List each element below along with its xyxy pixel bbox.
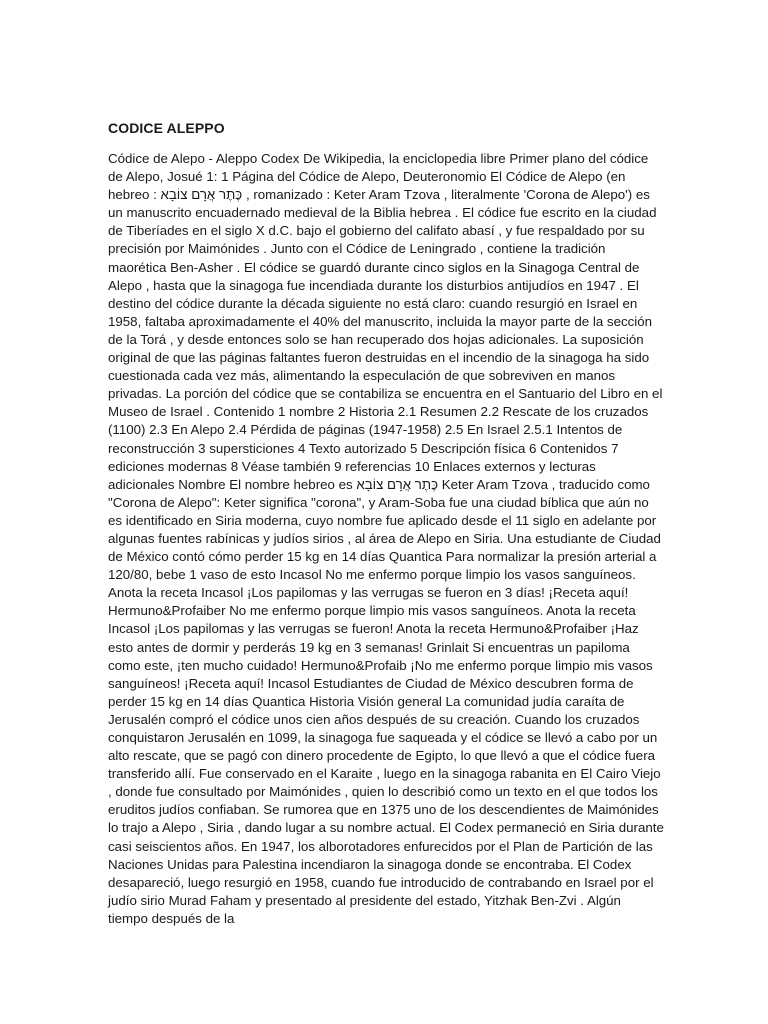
document-content [108, 118, 664, 928]
document-body-text: Códice de Alepo - Aleppo Codex De Wikipedia, la enciclopedia libre Primer plano del códice de Alepo, Josué 1: 1 Página del Códice de Alepo, Deuteronomio El Códice de Alepo (en hebreo : כֶּתֶר אֲרָם צוֹבָא , romanizado : Keter Aram Tzova , literalmente 'Corona de Alepo') es un manuscrito encuadernado medieval de la Biblia hebrea . El códice fue escrito en la ciudad de Tiberíades en el siglo X d.C. bajo el gobierno del califato abasí , y fue respaldado por su precisión por Maimónides . Junto con el Códice de Leningrado , contiene la tradición maorética Ben-Asher . El códice se guardó durante cinco siglos en la Sinagoga Central de Alepo , hasta que la sinagoga fue incendiada durante los disturbios antijudíos en 1947 . El destino del códice durante la década siguiente no está claro: cuando resurgió en Israel en 1958, faltaba aproximadamente el 40% del manuscrito, incluida la mayor parte de la sección de la Torá , y desde entonces solo se han recuperado dos hojas adicionales. La suposición original de que las páginas faltantes fueron destruidas en el incendio de la sinagoga ha sido cuestionada cada vez más, alimentando la especulación de que sobreviven en manos privadas. La porción del códice que se contabiliza se encuentra en el Santuario del Libro en el Museo de Israel . Contenido 1 nombre 2 Historia 2.1 Resumen 2.2 Rescate de los cruzados (1100) 2.3 En Alepo 2.4 Pérdida de páginas (1947-1958) 2.5 En Israel 2.5.1 Intentos de reconstrucción 3 supersticiones 4 Texto autorizado 5 Descripción física 6 Contenidos 7 ediciones modernas 8 Véase también 9 referencias 10 Enlaces externos y lecturas adicionales Nombre El nombre hebreo es כֶּתֶר אֲרָם צוֹבָא Keter Aram Tzova , traducido como "Corona de Alepo": Keter significa "corona", y Aram-Soba fue una ciudad bíblica que aún no es identificado en Siria moderna, cuyo nombre fue aplicado desde el 11 siglo en adelante por algunas fuentes rabínicas y judíos sirios , al área de Alepo en Siria. Una estudiante de Ciudad de México contó cómo perder 15 kg en 14 días Quantica Para normalizar la presión arterial a 120/80, bebe 1 vaso de esto Incasol No me enfermo porque limpio los vasos sanguíneos. Anota la receta Incasol ¡Los papilomas y las verrugas se fueron en 3 días! ¡Receta aquí! Hermuno&Profaiber No me enfermo porque limpio mis vasos sanguíneos. Anota la receta Incasol ¡Los papilomas y las verrugas se fueron! Anota la receta Hermuno&Profaiber ¡Haz esto antes de dormir y perderás 19 kg en 3 semanas! Grinlait Si encuentras un papiloma como este, ¡ten mucho cuidado! Hermuno&Profaib ¡No me enfermo porque limpio mis vasos sanguíneos! ¡Receta aquí! Incasol Estudiantes de Ciudad de México descubren forma de perder 15 kg en 14 días Quantica Historia Visión general La comunidad judía caraíta de Jerusalén compró el códice unos cien años después de su creación. Cuando los cruzados conquistaron Jerusalén en 1099, la sinagoga fue saqueada y el códice se llevó a cabo por un alto rescate, que se pagó con dinero procedente de Egipto, lo que llevó a que el códice fuera transferido allí. Fue conservado en el Karaite , luego en la sinagoga rabanita en El Cairo Viejo , donde fue consultado por Maimónides , quien lo describió como un texto en el que todos los eruditos judíos confiaban. Se rumorea que en 1375 uno de los descendientes de Maimónides lo trajo a Alepo , Siria , dando lugar a su nombre actual. El Codex permaneció en Siria durante casi seiscientos años. En 1947, los alborotadores enfurecidos por el Plan de Partición de las Naciones Unidas para Palestina incendiaron la sinagoga donde se encontraba. El Codex desapareció, luego resurgió en 1958, cuando fue introducido de contrabando en Israel por el judío sirio Murad Faham y presentado al presidente del estado, Yitzhak Ben-Zvi . Algún tiempo después de la [108, 151, 664, 926]
document-title: CODICE ALEPPO [108, 120, 225, 136]
